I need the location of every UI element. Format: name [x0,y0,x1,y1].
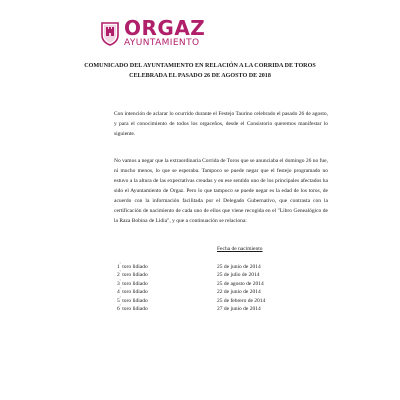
org-subtitle: AYUNTAMIENTO [124,38,200,48]
org-name: ORGAZ [124,16,206,40]
birthdate-column-header: Fecha de nacimiento [217,246,263,252]
bull-birthdate: 22 de junio de 2014 [217,289,261,296]
bull-birthdate: 25 de febrero de 2014 [217,297,266,304]
list-item [117,280,277,288]
list-item [117,271,277,279]
list-item [117,288,277,296]
title-line-1: COMUNICADO DEL AYUNTAMIENTO EN RELACIÓN A LA CORRIDA DE TOROS [84,63,316,69]
bull-birthdate: 25 de agosto de 2014 [217,280,264,287]
bull-ordinal: $2^º$ toro lidiado [117,270,148,279]
bull-ordinal: $5^º$ toro lidiado [117,295,148,304]
list-item [117,297,277,305]
list-item [117,263,277,271]
title-line-2: CELEBRADA EL PASADO 26 DE AGOSTO DE 2018 [129,73,271,79]
list-item [117,305,277,313]
bull-ordinal: $6^º$ toro lidiado [117,304,148,312]
bull-ordinal: $1^º$ toro lidiado [117,262,148,270]
paragraph-intro: Con intención de aclarar lo ocurrido durante el Festejo Taurino celebrado el pasado 26 de agosto, y para el conocimiento de todos los orgaceños, desde el Consistorio queremos manifestar lo siguiente. [114,111,328,137]
paragraph-body: No vamos a negar que la extraordinaria Corrida de Toros que se anunciaba el domingo 26 no fue, ni mucho menos, lo que se esperaba. Tampoco se puede negar que el festejo programado no estuvo a la altura de las expectativas creadas y en ese sentido uno de los principales afectados ha sido el Ayuntamiento de Orgaz. Pero lo que tampoco se puede negar es la edad de los toros, de acuerdo con la información facilitada por el Delegado Gubernativo, que contrasta con la certificación de nacimiento de cada uno de ellos que viene recogida en el "Libro Genealógico de la Raza Bobina de Lidia", y que a continuación se relaciona: [114,158,328,224]
bull-list [117,263,277,313]
document-title [40,61,360,81]
bull-birthdate: 25 de julio de 2014 [217,272,260,279]
bull-birthdate: 25 de junio de 2014 [217,264,261,270]
bull-ordinal: $4^º$ toro lidiado [117,287,148,296]
town-crest-icon [100,20,120,46]
orgaz-logo [100,18,205,48]
bull-ordinal: $3^º$ toro lidiado [117,278,148,287]
bull-birthdate: 27 de junio de 2014 [217,305,261,312]
